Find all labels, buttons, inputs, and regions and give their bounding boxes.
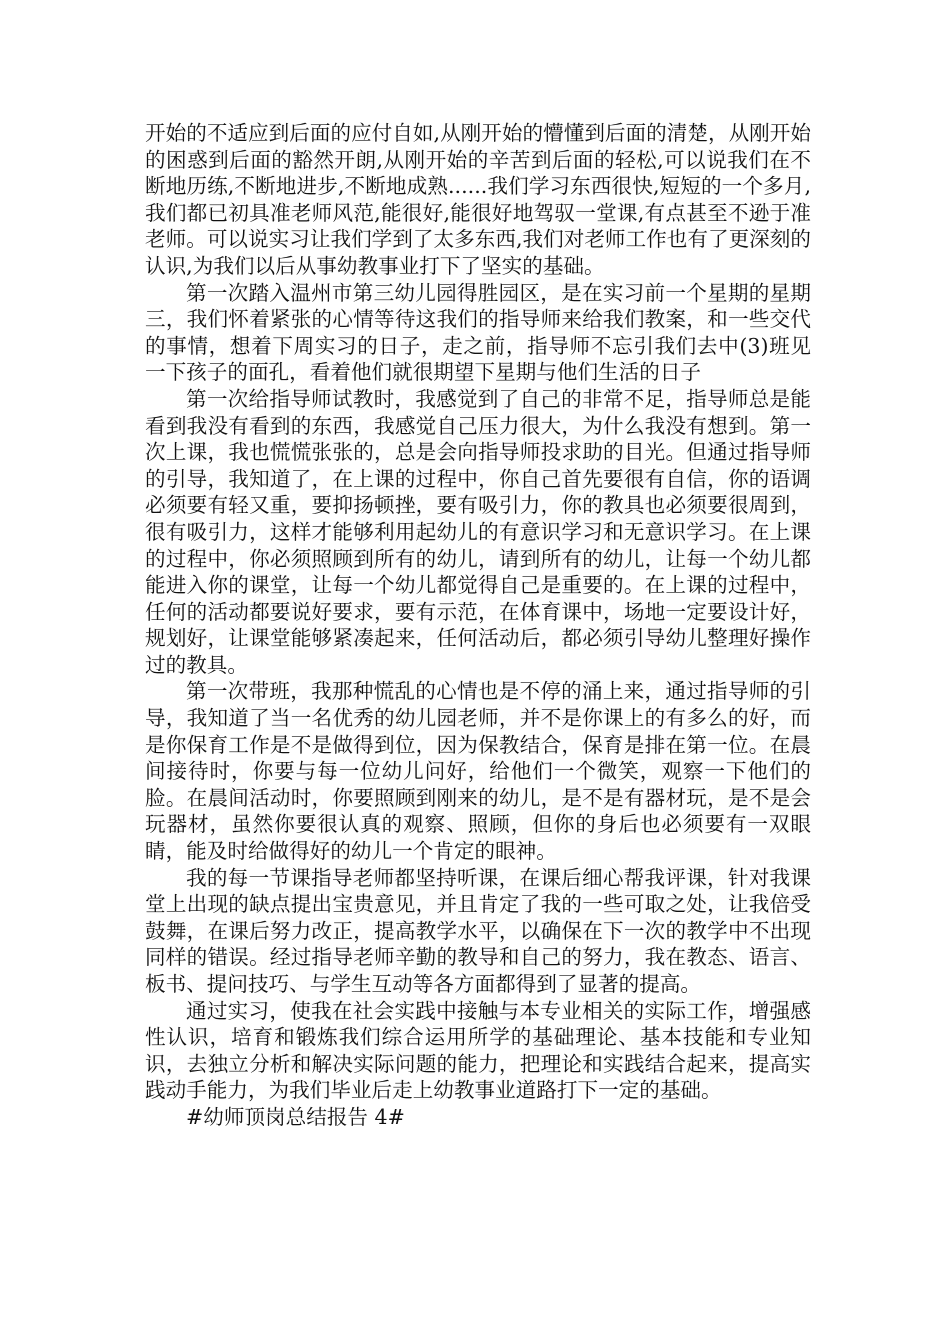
- paragraph-6: 通过实习，使我在社会实践中接触与本专业相关的实际工作，增强感性认识，培育和锻炼我们综合运用所学的基础理论、基本技能和专业知识，去独立分析和解决实际问题的能力，把理论和实践结合起来，提高实践动手能力，为我们毕业后走上幼教事业道路打下一定的基础。: [145, 998, 811, 1103]
- paragraph-1: 开始的不适应到后面的应付自如,从刚开始的懵懂到后面的清楚，从刚开始的困惑到后面的豁然开朗,从刚开始的辛苦到后面的轻松,可以说我们在不断地历练,不断地进步,不断地成熟......我们学习东西很快,短短的一个多月,我们都已初具准老师风范,能很好,能很好地驾驭一堂课,有点甚至不逊于准老师。可以说实习让我们学到了太多东西,我们对老师工作也有了更深刻的认识,为我们以后从事幼教事业打下了坚实的基础。: [145, 121, 811, 278]
- paragraph-2: 第一次踏入温州市第三幼儿园得胜园区，是在实习前一个星期的星期三，我们怀着紧张的心情等待这我们的指导师来给我们教案，和一些交代的事情，想着下周实习的日子，走之前，指导师不忘引我们去中(3)班见一下孩子的面孔，看着他们就很期望下星期与他们生活的日子: [145, 280, 811, 385]
- paragraph-3: 第一次给指导师试教时，我感觉到了自己的非常不足，指导师总是能看到我没有看到的东西，我感觉自己压力很大，为什么我没有想到。第一次上课，我也慌慌张张的，总是会向指导师投求助的目光。但通过指导师的引导，我知道了，在上课的过程中，你自己首先要很有自信，你的语调必须要有轻又重，要抑扬顿挫，要有吸引力，你的教具也必须要很周到，很有吸引力，这样才能够利用起幼儿的有意识学习和无意识学习。在上课的过程中，你必须照顾到所有的幼儿，请到所有的幼儿，让每一个幼儿都能进入你的课堂，让每一个幼儿都觉得自己是重要的。在上课的过程中，任何的活动都要说好要求，要有示范，在体育课中，场地一定要设计好，规划好，让课堂能够紧凑起来，任何活动后，都必须引导幼儿整理好操作过的教具。: [145, 386, 811, 677]
- section-heading: #幼师顶岗总结报告 4#: [186, 1104, 405, 1129]
- paragraph-5: 我的每一节课指导老师都坚持听课，在课后细心帮我评课，针对我课堂上出现的缺点提出宝贵意见，并且肯定了我的一些可取之处，让我倍受鼓舞，在课后努力改正，提高教学水平，以确保在下一次的教学中不出现同样的错误。经过指导老师辛勤的教导和自己的努力，我在教态、语言、板书、提问技巧、与学生互动等各方面都得到了显著的提高。: [145, 865, 811, 996]
- document-body: [145, 120, 811, 1131]
- paragraph-4: 第一次带班，我那种慌乱的心情也是不停的涌上来，通过指导师的引导，我知道了当一名优秀的幼儿园老师，并不是你课上的有多么的好，而是你保育工作是不是做得到位，因为保教结合，保育是排在第一位。在晨间接待时，你要与每一位幼儿问好，给他们一个微笑，观察一下他们的脸。在晨间活动时，你要照顾到刚来的幼儿，是不是有器材玩，是不是会玩器材，虽然你要很认真的观察、照顾，但你的身后也必须要有一双眼睛，能及时给做得好的幼儿一个肯定的眼神。: [145, 679, 811, 864]
